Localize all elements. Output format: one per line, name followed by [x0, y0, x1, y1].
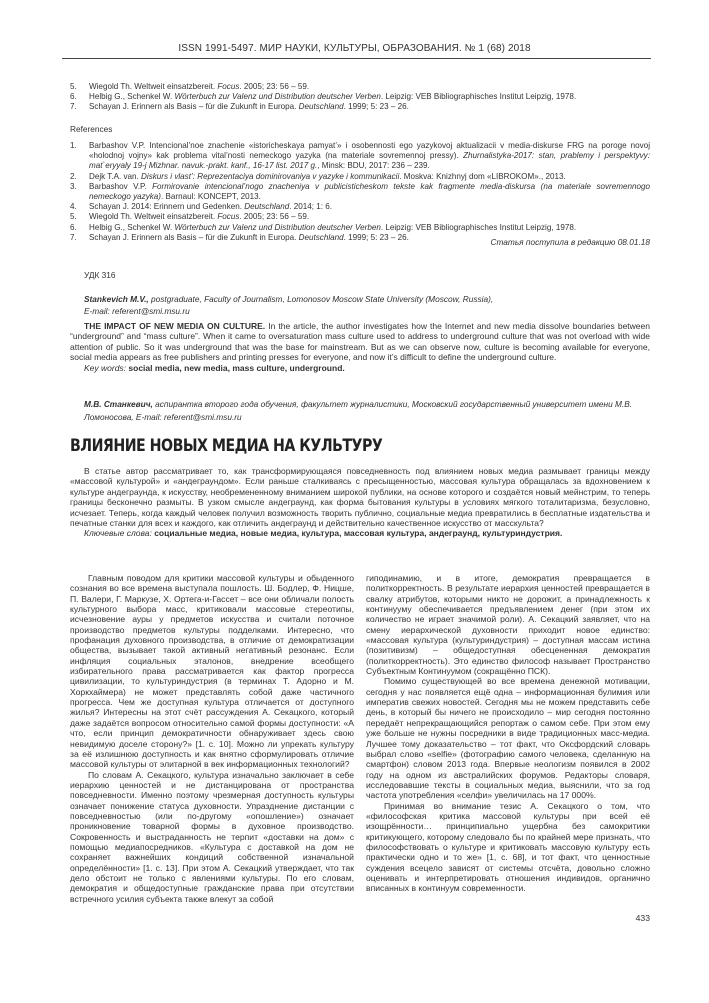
- reference-item: 5. Wiegold Th. Weltweit einsatzbereit. Focus. 2005; 23: 56 – 59.: [70, 82, 310, 91]
- body-column-right: [366, 573, 650, 894]
- reference-list-continuation: [70, 82, 650, 113]
- author-name-en: Stankevich M.V.,: [84, 294, 149, 304]
- keywords-en: Key words: social media, new media, mass culture, underground.: [84, 362, 345, 373]
- author-info-ru: [84, 398, 644, 424]
- keywords-ru: Ключевые слова: социальные медиа, новые медиа, культура, массовая культура, андеграунд, культуриндустрия.: [84, 528, 563, 539]
- abstract-text-ru: В статье автор рассматривает то, как трансформирующаяся повседневность под влиянием новых медиа размывает границы между «массовой культурой» и «андеграундом». Если раньше сталкиваясь с пресыщенностью, массовая культура обращалась за вдохновением к культуре андеграунда, к искусству, необремененному вниманием широкой публики, на основе которого и создаётся новый мейнстрим, то теперь границы бесконечно размыты. В узком смысле андеграунд, как форма бытования культуры в условиях мягкого тоталитаризма, безусловно, исчезает. Теперь, когда каждый человек получил возможность творить публично, социальные медиа превратились в бесплатные издательства и печатные станки для всех и каждого, как отличить андеграунд и действительно качественное искусство от масскульта?: [70, 466, 650, 529]
- body-paragraph: Главным поводом для критики массовой культуры и обыденного сознания во все времена выступала пошлость. Ш. Бодлер, Ф. Ницше, П. Валери, Г. Маркузе, Х. Ортега-и-Гассет – все они обличали полость культурного выбора масс, критиковали массовые стереотипы, исчезновение ауры у предметов искусства и считали поточное производство предметов культуры подделками. Интересно, что профанация духовного производства, в отличие от демократизации общества, вызывает такой активный негативный резонанс. Если инфляция социальных эталонов, внедрение всеобщего избирательного права рассматривается как фактор прогресса цивилизации, то культуриндустрия (в терминах Т. Адорно и М. Хоркхаймера) не может представлять собой даже частичного прогресса. Чем же доступная культура отличается от доступного жилья? Интересны на этот счёт рассуждения А. Секацкого, который даже задаётся вопросом относительно самой формы доступности: «А что, если принцип демократичности обнаруживает здесь свою невидимую доселе сторону?» [1. с. 10]. Можно ли упрекать культуру за её излишнюю доступность и как внятно сформулировать отличие массовой культуры от элитарной в век информационных технологий?: [70, 573, 354, 770]
- reference-item: 7. Schayan J. Erinnern als Basis – für die Zukunft in Europa. Deutschland. 1999; 5: 23 – 26.: [70, 232, 409, 242]
- body-paragraph: По словам А. Секацкого, культура изначально заключает в себе иерархию ценностей и не дистанцирована от пространства повседневности. Именно поэтому чрезмерная доступность культуры означает понижение статуса духовности. Упразднение дистанции с повседневностью (или по-другому «опошление») означает проникновение товарной формы в духовное производство. Сокровенность и выстраданность не терпит «доставки на дом» с помощью медиапосредников. «Культура с доставкой на дом не сохраняет важнейших кондиций собственной изначальной определённости» [1. с. 13]. При этом А. Секацкий утверждает, что так дело обстоит не только с явлениями культуры. По его словам, демократия и общедоступные гражданские права при отсутствии встречного усилия субъекта также влекут за собой: [70, 769, 354, 904]
- received-date-note: Статья поступила в редакцию 08.01.18: [490, 237, 650, 247]
- article-title-en: THE IMPACT OF NEW MEDIA ON CULTURE.: [84, 321, 266, 331]
- reference-list: [70, 141, 650, 243]
- abstract-en: [70, 321, 650, 373]
- author-email-en: E-mail: referent@smi.msu.ru: [84, 305, 190, 316]
- reference-item: 4. Schayan J. 2014: Erinnern und Gedenken. Deutschland. 2014; 1: 6.: [70, 202, 332, 212]
- author-affiliation-ru: аспирантка второго года обучения, факультет журналистики, Московский государственный университет имени М.В. Ломоносова, E-mail: referent@smi.msu.ru: [84, 399, 633, 422]
- body-paragraph: Принимая во внимание тезис А. Секацкого о том, что «философская критика массовой культуры при всей её изощрённости… принципиально ущербна без самокритики критикующего, которому следовало бы по крайней мере признать, что философствовать о культуре и критиковать массовую культуру есть практически одно и то же» [1, с. 68], и тот факт, что ценностные суждения всецело зависят от системы отсчёта, довольно сложно оценивать и интерпретировать отношения индивидов, органично вписанных в континуум современности.: [366, 800, 650, 894]
- body-column-left: [70, 573, 354, 904]
- reference-item: 7. Schayan J. Erinnern als Basis – für die Zukunft in Europa. Deutschland. 1999; 5: 23 – 26.: [70, 102, 409, 112]
- author-affiliation-en: postgraduate, Faculty of Journalism, Lomonosov Moscow State University (Moscow, Russia),: [148, 294, 494, 304]
- abstract-text-en: In the article, the author investigates how the Internet and new media dissolve boundaries between “underground” and “mass culture”. When it came to oversaturation mass culture used to address to underground culture that was not overload with wide attention of public. So it was underground that was the base for mainstream. But as we can observe now, culture is becoming available for everyone, social media appears as free publishers and printing presses for everyone, and now it’s difficult to define the underground culture.: [70, 321, 650, 363]
- reference-item: 3. Barbashov V.P. Formirovanie intencional’nogo znacheniya v publicisticheskom tekste kak fragmente media-diskursa (na materiale sovremennogo nemeckogo yazyka). Barnaul: KONCEPT, 2013.: [70, 181, 651, 202]
- body-paragraph: гиподинамию, и в итоге, демократия превращается в политкорректность. В результате иерархия ценностей превращается в свалку атрибутов, которыми никто не дорожит, а принадлежность к континууму обеспечивается предъявлением денег (при этом их количество не играет значимой роли). А. Секацкий заявляет, что на смену иерархической духовности приходит новое единство: «массовая культура (культуриндустрия) – доступная массам истина (позитивизм) – общедоступная обесцененная демократия (политкорректность). Это единство философ называет Пространство Субъектным Континуумом (сокращённо ПСК).: [366, 573, 650, 677]
- reference-item: 6. Helbig G., Schenkel W. Wörterbuch zur Valenz und Distribution deutscher Verben. Leipzig: VEB Bibliographisches Institut Leipzig, 1978.: [70, 92, 577, 102]
- article-title-ru: ВЛИЯНИЕ НОВЫХ МЕДИА НА КУЛЬТУРУ: [70, 436, 383, 455]
- reference-item: 6. Helbig G., Schenkel W. Wörterbuch zur Valenz und Distribution deutscher Verben. Leipzig: VEB Bibliographisches Institut Leipzig, 1978.: [70, 222, 577, 232]
- references-heading: References: [70, 124, 113, 134]
- reference-item: 1. Barbashov V.P. Intencional’noe znachenie «istoricheskaya pamyat’» i osobennosti ego yazykovoj aktualizacii v media-diskurse FRG na poroge novoj «holodnoj vojny» kak problema vital’nosti nemeckogo yazyka (na materiale sovremennoj pressy). Zhurnalistyka-2017: stan, prablemy i perspektyvy: mat`eryyaly 19-j Mizhnar. navuk.-prakt. kanf., 16-17 list. 2017 g., Minsk: BDU, 2017: 236 – 239.: [70, 141, 650, 171]
- udk-code: УДК 316: [84, 270, 116, 280]
- body-paragraph: Помимо существующей во все времена денежной мотивации, сегодня у нас появляется ещё одна – информационная булимия или императив свежих новостей. Сегодня мы не можем представить себе день, в который бы ничего не происходило – мир сегодня постоянно передаёт непрекращающийся репортаж о самом себе. При этом ему уже больше не нужны посредники в виде традиционных масс-медиа. Лучшее тому доказательство – тот факт, что Оксфордский словарь выбрал слово «selfie» (фотографию самого человека, сделанную на смартфон) словом 2013 года. Впервые неологизм появился в 2002 году на одном из австралийских форумов. Редакторы словаря, исследовавшие тексты в социальных медиа, выяснили, что за год частота употребления «селфи» увеличилась на 17 000%.: [366, 676, 650, 801]
- running-header: [0, 43, 709, 54]
- reference-item: 5. Wiegold Th. Weltweit einsatzbereit. Focus. 2005; 23: 56 – 59.: [70, 212, 310, 222]
- abstract-ru: [70, 466, 650, 539]
- header-divider: [62, 58, 651, 59]
- page-number: 433: [635, 913, 650, 923]
- author-name-ru: М.В. Станкевич,: [84, 399, 153, 409]
- reference-item: 2. Dejk T.A. van. Diskurs i vlast’: Reprezentaciya dominirovaniya v yazyke i kommunikacii. Moskva: Knizhnyj dom «LIBROKOM»., 2013.: [70, 171, 566, 181]
- journal-title: ISSN 1991-5497. МИР НАУКИ, КУЛЬТУРЫ, ОБРАЗОВАНИЯ. № 1 (68) 2018: [178, 43, 531, 54]
- author-info-en: [84, 294, 493, 317]
